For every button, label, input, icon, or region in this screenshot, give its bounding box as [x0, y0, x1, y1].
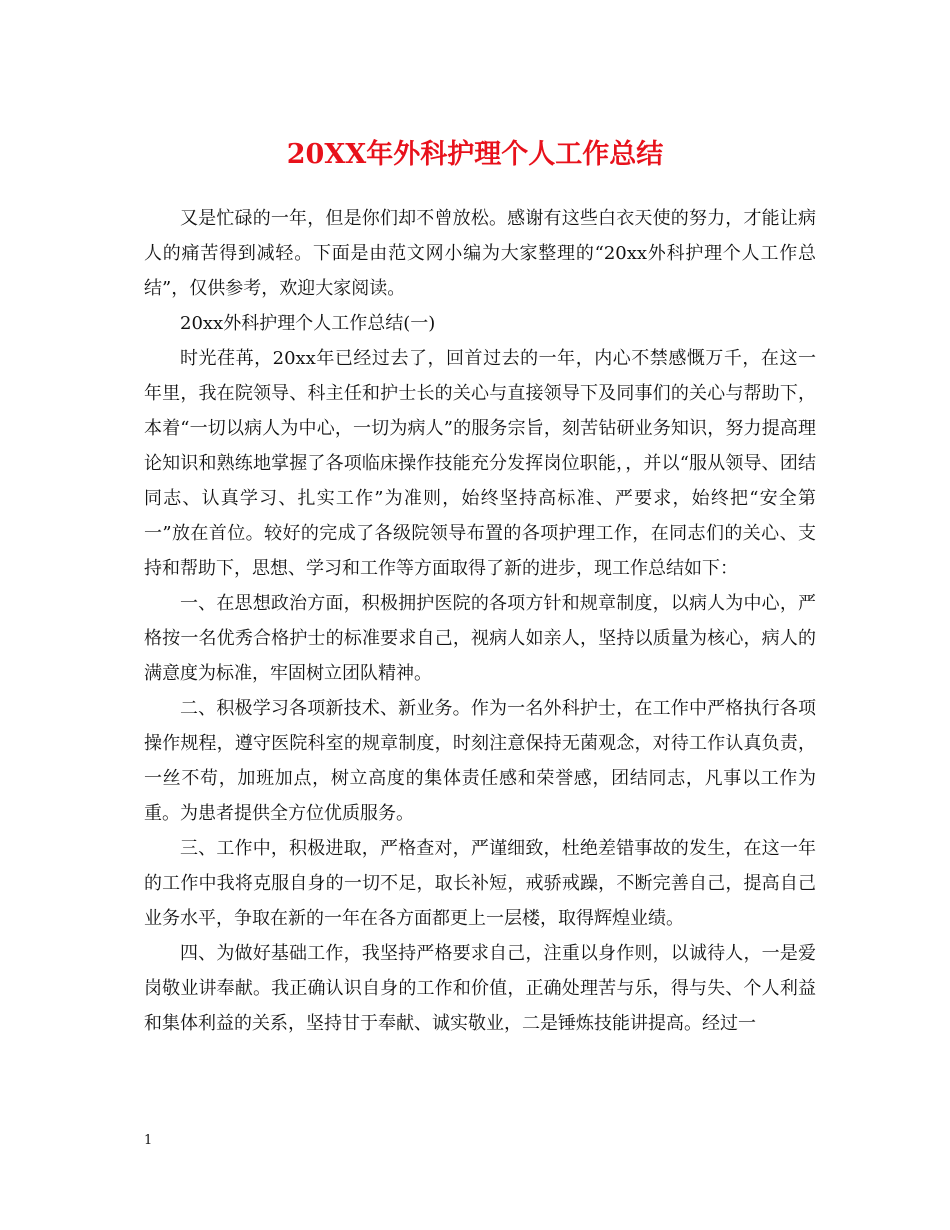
paragraph-point-4: 四、为做好基础工作，我坚持严格要求自己，注重以身作则，以诚待人，一是爱岗敬业讲奉献。我正确认识自身的工作和价值，正确处理苦与乐，得与失、个人利益和集体利益的关系，坚持甘于奉献、诚实敬业，二是锤炼技能讲提高。经过一 — [144, 943, 816, 1034]
paragraph-point-2: 二、积极学习各项新技术、新业务。作为一名外科护士，在工作中严格执行各项操作规程，遵守医院科室的规章制度，时刻注意保持无菌观念，对待工作认真负责，一丝不苟，加班加点，树立高度的集体责任感和荣誉感，团结同志，凡事以工作为重。为患者提供全方位优质服务。 — [144, 698, 816, 824]
section-heading: 20xx外科护理个人工作总结(一) — [180, 313, 436, 334]
paragraph-intro: 又是忙碌的一年，但是你们却不曾放松。感谢有这些白衣天使的努力，才能让病人的痛苦得到减轻。下面是由范文网小编为大家整理的“20xx外科护理个人工作总结”，仅供参考，欢迎大家阅读。 — [144, 208, 816, 299]
paragraph-point-3: 三、工作中，积极进取，严格查对，严谨细致，杜绝差错事故的发生，在这一年的工作中我将克服自身的一切不足，取长补短，戒骄戒躁，不断完善自己，提高自己业务水平，争取在新的一年在各方面都更上一层楼，取得辉煌业绩。 — [144, 838, 816, 929]
document-body — [144, 201, 816, 1041]
paragraph-point-1: 一、在思想政治方面，积极拥护医院的各项方针和规章制度，以病人为中心，严格按一名优秀合格护士的标准要求自己，视病人如亲人，坚持以质量为核心，病人的满意度为标准，牢固树立团队精神。 — [144, 593, 816, 684]
page-number: 1 — [144, 1133, 153, 1148]
paragraph-overview: 时光荏苒，20xx年已经过去了，回首过去的一年，内心不禁感慨万千，在这一年里，我在院领导、科主任和护士长的关心与直接领导下及同事们的关心与帮助下，本着“一切以病人为中心，一切为病人”的服务宗旨，刻苦钻研业务知识，努力提高理论知识和熟练地掌握了各项临床操作技能充分发挥岗位职能，，并以“服从领导、团结同志、认真学习、扎实工作”为准则，始终坚持高标准、严要求，始终把“安全第一”放在首位。较好的完成了各级院领导布置的各项护理工作，在同志们的关心、支持和帮助下，思想、学习和工作等方面取得了新的进步，现工作总结如下： — [144, 348, 816, 579]
page-title: 20XX年外科护理个人工作总结 — [286, 139, 664, 170]
